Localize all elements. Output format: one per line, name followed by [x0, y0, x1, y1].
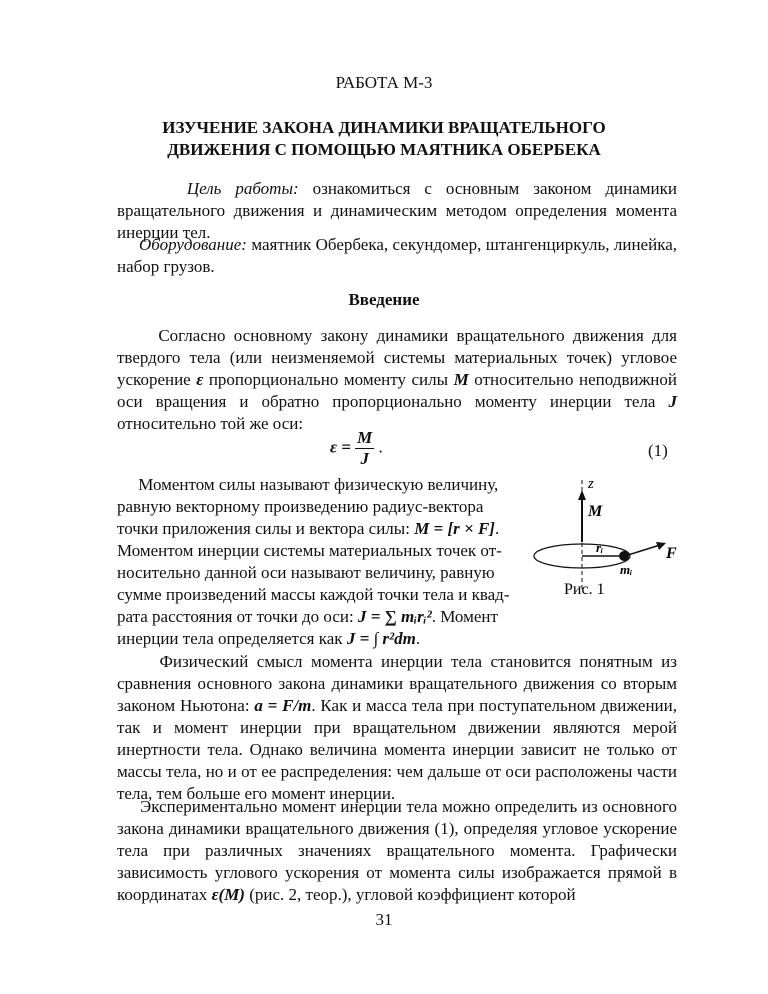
formula-integral: J = ∫ r²dm: [346, 629, 416, 648]
text-run: пропорционально моменту силы: [203, 370, 454, 389]
eq-numerator: M: [357, 428, 373, 447]
text-line: Моментом инерции системы материальных точек от-: [117, 541, 502, 560]
text-run: Согласно основному закону динамики вращательного движения для твердого тела (или неизменяемой системы материальных точек) угловое ускорение: [117, 326, 677, 389]
eq-denominator: J: [360, 449, 369, 468]
inertia-symbol: J: [668, 392, 677, 411]
equipment-paragraph: [117, 234, 677, 278]
goal-label: Цель работы:: [186, 179, 299, 198]
text-run: .: [494, 519, 500, 538]
page-title: [0, 117, 768, 161]
text-run: . Как и масса тела при поступательном движении, так и момент инерции при вращательном движении являются мерой инертности тела. Однако величина момента инерции зависит не только от массы тела, но и от ее распределения: чем дальше от оси расположены части тела, тем больше его момент инерции.: [117, 696, 677, 803]
force-vector: [628, 545, 660, 555]
text-run: (рис. 2, теор.), угловой коэффициент которой: [244, 885, 576, 904]
text-run: . Момент: [431, 607, 498, 626]
mass-point: [619, 551, 629, 561]
eq-fraction: [355, 428, 374, 469]
equipment-text: маятник Обербека, секундомер, штангенциркуль, линейка, набор грузов.: [117, 235, 677, 276]
text-line: носительно данной оси называют величину, равную: [117, 563, 495, 582]
text-line: рата расстояния от точки до оси:: [117, 607, 358, 626]
title-line-2: ДВИЖЕНИЯ С ПОМОЩЬЮ МАЯТНИКА ОБЕРБЕКА: [167, 140, 601, 159]
force-arrowhead: [656, 542, 666, 550]
figure-1: [520, 472, 690, 602]
text-line: Моментом силы называют физическую величину,: [138, 475, 499, 494]
label-m: mᵢ: [620, 562, 633, 577]
label-F: F: [666, 545, 677, 562]
moment-symbol: M: [453, 370, 469, 389]
moment-arrowhead: [578, 490, 586, 500]
figure-caption: Рис. 1: [564, 581, 605, 598]
formula-sum: J = ∑ mᵢrᵢ²: [357, 607, 432, 626]
label-r: rᵢ: [596, 540, 604, 555]
goal-text: ознакомиться с основным законом динамики вращательного движения и динамическим методом определения момента инерции тел.: [117, 179, 678, 242]
intro-paragraph-2: [117, 474, 517, 628]
equation-number: (1): [648, 441, 668, 460]
intro-paragraph-4: [117, 796, 677, 906]
equation-1: [330, 428, 383, 469]
text-line: равную векторному произведению радиус-вектора: [117, 497, 484, 516]
label-M: M: [588, 503, 603, 520]
intro-paragraph-3: [117, 651, 677, 805]
page-number: 31: [375, 910, 393, 929]
work-label: РАБОТА М-3: [335, 73, 433, 92]
title-line-1: ИЗУЧЕНИЕ ЗАКОНА ДИНАМИКИ ВРАЩАТЕЛЬНОГО: [162, 118, 606, 137]
eq-dot: .: [378, 437, 383, 457]
text-run: Экспериментально момент инерции тела можно определить из основного закона динамики вращательного движения (1), определяя угловое ускорение тела при различных значениях вращательного момента. Графически зависимость углового ускорения от момента силы изображается прямой в координатах: [117, 797, 678, 904]
text-run: .: [415, 629, 421, 648]
section-heading: Введение: [348, 290, 420, 309]
formula-moment: M = [r × F]: [414, 519, 495, 538]
text-line: точки приложения силы и вектора силы:: [117, 519, 415, 538]
equipment-label: Оборудование:: [139, 235, 247, 254]
eq-lhs: ε =: [330, 437, 351, 457]
text-run: Физический смысл момента инерции тела становится понятным из сравнения основного закона динамики вращательного движения со вторым законом Ньютона:: [117, 652, 677, 715]
epsilon-symbol: ε: [196, 370, 204, 389]
formula-eps-of-M: ε(M): [211, 885, 245, 904]
text-line: инерции тела определяется как: [117, 629, 347, 648]
intro-paragraph-1: [117, 325, 677, 435]
text-run: относительно неподвижной оси вращения и обратно пропорционально моменту инерции тела: [117, 370, 678, 411]
label-z: z: [588, 476, 594, 492]
text-line: сумме произведений массы каждой точки тела и квад-: [117, 585, 510, 604]
text-run: относительно той же оси:: [117, 414, 304, 433]
intro-paragraph-2-end: [117, 628, 677, 650]
formula-newton: a = F/m: [254, 696, 312, 715]
